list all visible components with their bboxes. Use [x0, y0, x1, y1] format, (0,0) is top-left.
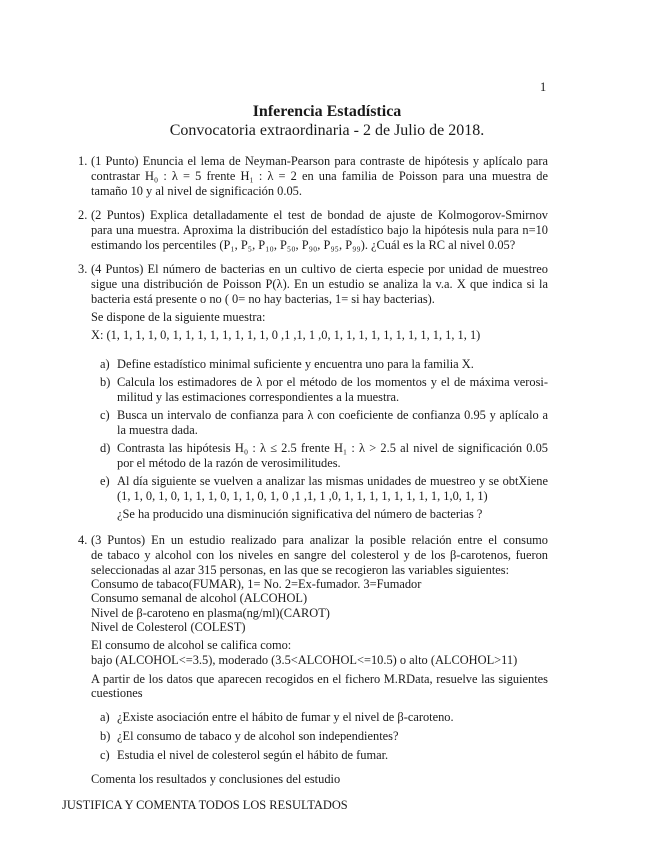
question-text: de tabaco y alcohol con los niveles en sangre del colesterol y de los β-carotenos, fueron	[91, 548, 548, 562]
exam-subtitle: Convocatoria extraordinaria - 2 de Julio de 2018.	[169, 122, 485, 139]
question-text: tamaño 10 y al nivel de significación 0.05.	[91, 184, 302, 198]
part-text: Al día siguiente se vuelven a analizar las mismas unidades de muestreo y se obtXiene	[117, 474, 548, 488]
part-text: la muestra dada.	[117, 423, 198, 437]
part-label: a)	[100, 357, 110, 371]
variable-line: Nivel de Colesterol (COLEST)	[91, 620, 246, 634]
part-text: militud y las estimaciones correspondientes a la muestra.	[117, 390, 400, 404]
sample-intro: Se dispone de la siguiente muestra:	[91, 310, 266, 324]
question-number: 2.	[78, 208, 88, 222]
part-label: e)	[100, 474, 110, 488]
alcohol-levels: bajo (ALCOHOL<=3.5), moderado (3.5<ALCOHOL<=10.5) o alto (ALCOHOL>11)	[91, 653, 518, 667]
question-text: cuestiones	[91, 686, 143, 700]
variable-line: Consumo de tabaco(FUMAR), 1= No. 2=Ex-fumador. 3=Fumador	[91, 577, 422, 591]
question-text: para una muestra. Aproxima la distribución del estadístico bajo la hipótesis nula para n=10	[91, 223, 548, 237]
part-label: b)	[100, 729, 111, 743]
alcohol-intro: El consumo de alcohol se califica como:	[91, 638, 292, 652]
question-text: (3 Puntos) En un estudio realizado para analizar la posible relación entre el consumo	[91, 533, 548, 547]
exam-title: Inferencia Estadística	[252, 103, 402, 120]
part-text: Busca un intervalo de confianza para λ con coeficiente de confianza 0.95 y aplícalo a	[117, 408, 548, 422]
part-text: Define estadístico minimal suficiente y encuentra uno para la familia X.	[117, 357, 474, 371]
question-number: 4.	[78, 533, 88, 547]
part-text: ¿Existe asociación entre el hábito de fumar y el nivel de β-caroteno.	[117, 710, 454, 724]
question-text: contrastar H₀ : λ = 5 frente H₁ : λ = 2 en una familia de Poisson para una muestra de	[91, 169, 548, 183]
footer-instruction: JUSTIFICA Y COMENTA TODOS LOS RESULTADOS	[62, 798, 348, 812]
part-label: a)	[100, 710, 110, 724]
question-number: 1.	[78, 154, 88, 168]
part-text: ¿Se ha producido una disminución significativa del número de bacterias ?	[117, 507, 483, 521]
part-label: c)	[100, 408, 110, 422]
question-text: (4 Puntos) El número de bacterias en un cultivo de cierta especie por unidad de muestreo	[91, 262, 548, 276]
question-text: sigue una distribución de Poisson P(λ). En un estudio se analiza la v.a. X que indica si la	[91, 277, 548, 291]
question-number: 3.	[78, 262, 88, 276]
sample-data: X: (1, 1, 1, 1, 0, 1, 1, 1, 1, 1, 1, 1, 1, 0 ,1 ,1, 1 ,0, 1, 1, 1, 1, 1, 1, 1, 1, 1, 1, 1, 1)	[91, 328, 481, 342]
question-text: A partir de los datos que aparecen recogidos en el fichero M.RData, resuelve las siguientes	[91, 672, 548, 686]
part-text: por el método de la razón de verosimilitudes.	[117, 456, 341, 470]
page-number: 1	[540, 80, 547, 94]
question-text: estimando los percentiles (P₁, P₅, P₁₀, P₅₀, P₉₀, P₉₅, P₉₉). ¿Cuál es la RC al nivel 0.05?	[91, 238, 516, 252]
part-text: ¿El consumo de tabaco y de alcohol son independientes?	[117, 729, 399, 743]
part-label: b)	[100, 375, 111, 389]
part-text: Contrasta las hipótesis H₀ : λ ≤ 2.5 frente H₁ : λ > 2.5 al nivel de significación 0.05	[117, 441, 548, 455]
part-label: c)	[100, 748, 110, 762]
variable-line: Nivel de β-caroteno en plasma(ng/ml)(CAROT)	[91, 606, 330, 620]
question-text: seleccionadas al azar 315 personas, en las que se recogieron las variables siguientes:	[91, 563, 510, 577]
question-text: (1 Punto) Enuncia el lema de Neyman-Pearson para contraste de hipótesis y aplícalo para	[91, 154, 548, 168]
question-text: bacteria está presente o no ( 0= no hay bacterias, 1= si hay bacterias).	[91, 292, 435, 306]
part-text: Estudia el nivel de colesterol según el hábito de fumar.	[117, 748, 389, 762]
question-text: (2 Puntos) Explica detalladamente el test de bondad de ajuste de Kolmogorov-Smirnov	[91, 208, 548, 222]
variable-line: Consumo semanal de alcohol (ALCOHOL)	[91, 591, 308, 605]
part-label: d)	[100, 441, 111, 455]
part-text: Calcula los estimadores de λ por el método de los momentos y el de máxima verosi-	[117, 375, 548, 389]
part-text: (1, 1, 0, 1, 0, 1, 1, 1, 0, 1, 1, 0, 1, 0 ,1 ,1, 1 ,0, 1, 1, 1, 1, 1, 1, 1, 1, 1,0, 1, 1)	[117, 489, 488, 503]
closing-comment: Comenta los resultados y conclusiones del estudio	[91, 772, 341, 786]
